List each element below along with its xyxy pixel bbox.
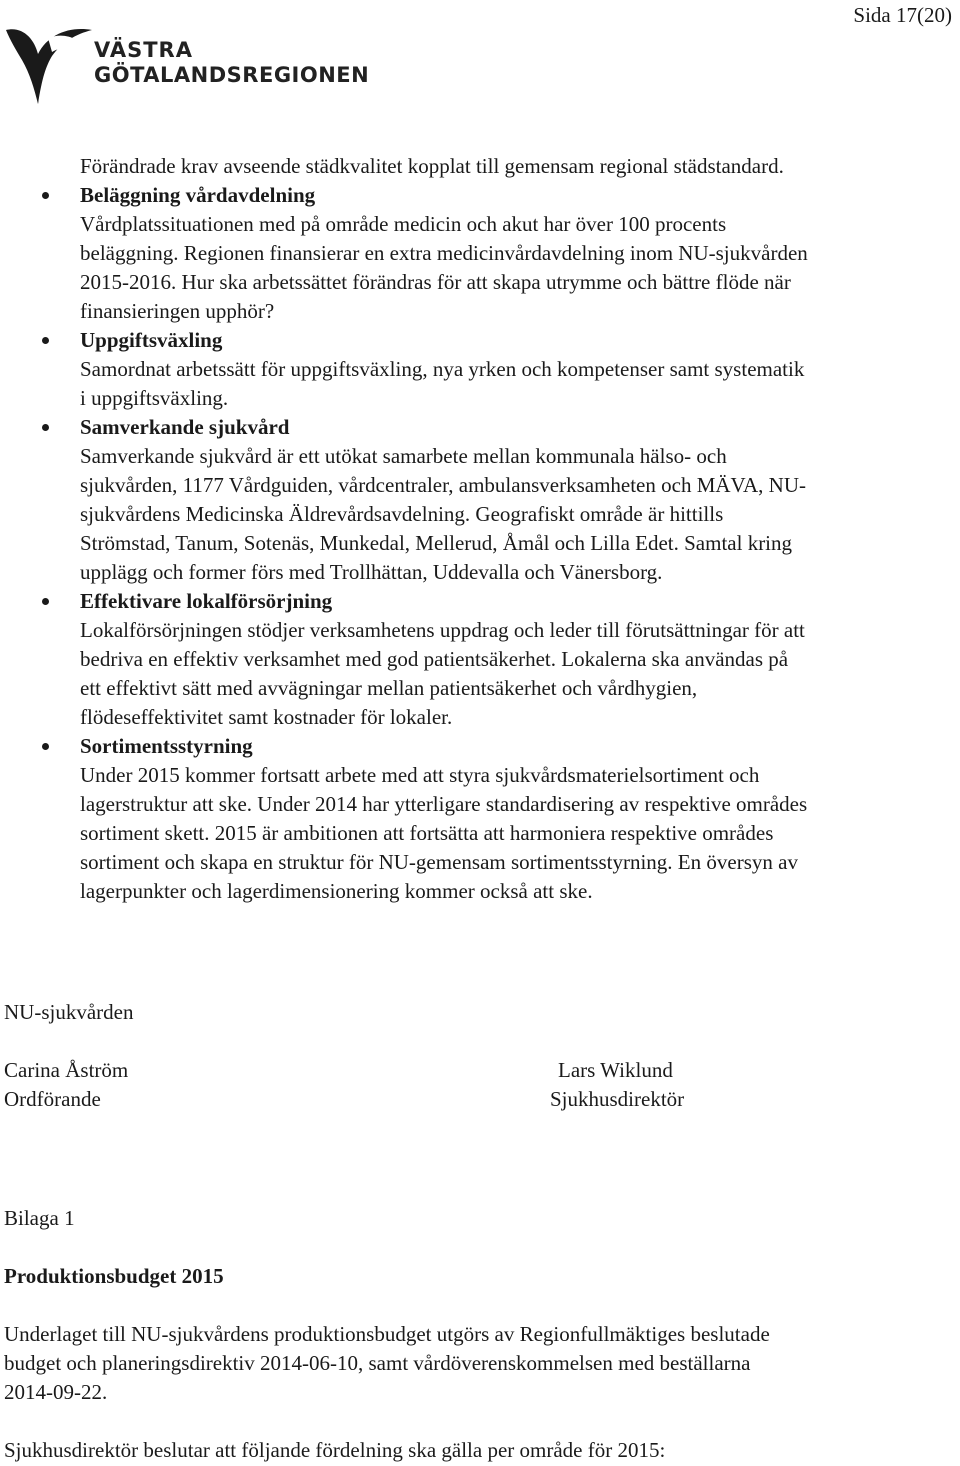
section-line: Vårdplatssituationen med på område medicin och akut har över 100 procents bbox=[80, 212, 727, 236]
signatory-name: Carina Åström bbox=[4, 1058, 129, 1082]
appendix-label-text: Bilaga 1 bbox=[4, 1206, 75, 1230]
section-line: ett effektivt sätt med avvägningar mellan patientsäkerhet och vårdhygien, bbox=[80, 676, 698, 700]
section-line: Samverkande sjukvård är ett utökat samarbete mellan kommunala hälso- och bbox=[80, 444, 727, 468]
section-line: lagerpunkter och lagerdimensionering kommer också att ske. bbox=[80, 879, 593, 903]
signatory-left bbox=[4, 1056, 128, 1114]
section-title: Effektivare lokalförsörjning bbox=[80, 589, 333, 613]
signatory-role: Ordförande bbox=[4, 1087, 101, 1111]
section-line: upplägg och former förs med Trollhättan, Uddevalla och Vänersborg. bbox=[80, 560, 663, 584]
paragraph-line: 2014-09-22. bbox=[4, 1380, 108, 1404]
page-number: Sida 17(20) bbox=[853, 3, 952, 27]
bullet-icon bbox=[42, 424, 49, 431]
appendix-title-text: Produktionsbudget 2015 bbox=[4, 1264, 224, 1288]
paragraph-line: Underlaget till NU-sjukvårdens produktionsbudget utgörs av Regionfullmäktiges beslutade bbox=[4, 1322, 770, 1346]
organization-label: NU-sjukvården bbox=[4, 1000, 134, 1024]
paragraph-line: budget och planeringsdirektiv 2014-06-10, samt vårdöverenskommelsen med beställarna bbox=[4, 1351, 751, 1375]
section-line: sjukvården, 1177 Vårdguiden, vårdcentraler, ambulansverksamheten och MÄVA, NU- bbox=[80, 473, 806, 497]
section-line: sortiment skett. 2015 är ambitionen att fortsätta att harmoniera respektive områdes bbox=[80, 821, 774, 845]
bullet-icon bbox=[42, 337, 49, 344]
signatory-right bbox=[550, 1056, 684, 1114]
section-line: flödeseffektivitet samt kostnader för lokaler. bbox=[80, 705, 453, 729]
section-title: Beläggning vårdavdelning bbox=[80, 183, 316, 207]
bullet-icon bbox=[42, 598, 49, 605]
section-line: 2015-2016. Hur ska arbetssättet förändras för att skapa utrymme och bättre flöde när bbox=[80, 270, 791, 294]
logo-line-2: GÖTALANDSREGIONEN bbox=[94, 63, 370, 87]
organization-name bbox=[4, 998, 133, 1027]
section-item bbox=[0, 326, 960, 413]
section-item bbox=[0, 732, 960, 906]
section-line: Under 2015 kommer fortsatt arbete med att styra sjukvårdsmaterielsortiment och bbox=[80, 763, 760, 787]
section-line: sortiment och skapa en struktur för NU-gemensam sortimentsstyrning. En översyn av bbox=[80, 850, 798, 874]
section-line: bedriva en effektiv verksamhet med god patientsäkerhet. Lokalerna ska användas på bbox=[80, 647, 789, 671]
appendix-title bbox=[4, 1262, 224, 1291]
section-line: Strömstad, Tanum, Sotenäs, Munkedal, Mellerud, Åmål och Lilla Edet. Samtal kring bbox=[80, 531, 793, 555]
section-line: i uppgiftsväxling. bbox=[80, 386, 229, 410]
section-item bbox=[0, 181, 960, 326]
section-line: sjukvårdens Medicinska Äldrevårdsavdelning. Geografiskt område är hittills bbox=[80, 502, 724, 526]
vgr-logo bbox=[4, 24, 394, 108]
section-line: Lokalförsörjningen stödjer verksamhetens uppdrag och leder till förutsättningar för att bbox=[80, 618, 805, 642]
intro-line: Förändrade krav avseende städkvalitet kopplat till gemensam regional städstandard. bbox=[80, 154, 784, 178]
section-item bbox=[0, 587, 960, 732]
section-line: Samordnat arbetssätt för uppgiftsväxling, nya yrken och kompetenser samt systematik bbox=[80, 357, 805, 381]
bullet-icon bbox=[42, 743, 49, 750]
section-line: beläggning. Regionen finansierar en extra medicinvårdavdelning inom NU-sjukvården bbox=[80, 241, 808, 265]
section-item bbox=[0, 413, 960, 587]
vgr-logo-mark-icon bbox=[4, 24, 96, 108]
bullet-icon bbox=[42, 192, 49, 199]
appendix-label bbox=[4, 1204, 75, 1233]
closing-line bbox=[4, 1436, 665, 1465]
section-line: finansieringen upphör? bbox=[80, 299, 275, 323]
section-line: lagerstruktur att ske. Under 2014 har ytterligare standardisering av respektive områdes bbox=[80, 792, 808, 816]
section-title: Uppgiftsväxling bbox=[80, 328, 223, 352]
section-title: Sortimentsstyrning bbox=[80, 734, 253, 758]
closing-line-text: Sjukhusdirektör beslutar att följande fördelning ska gälla per område för 2015: bbox=[4, 1438, 666, 1462]
signatory-role: Sjukhusdirektör bbox=[550, 1087, 685, 1111]
section-list bbox=[0, 152, 960, 906]
logo-line-1: VÄSTRA bbox=[94, 38, 193, 62]
appendix-paragraph bbox=[4, 1320, 770, 1407]
intro-item bbox=[0, 152, 960, 181]
section-title: Samverkande sjukvård bbox=[80, 415, 290, 439]
signatory-name: Lars Wiklund bbox=[558, 1058, 673, 1082]
